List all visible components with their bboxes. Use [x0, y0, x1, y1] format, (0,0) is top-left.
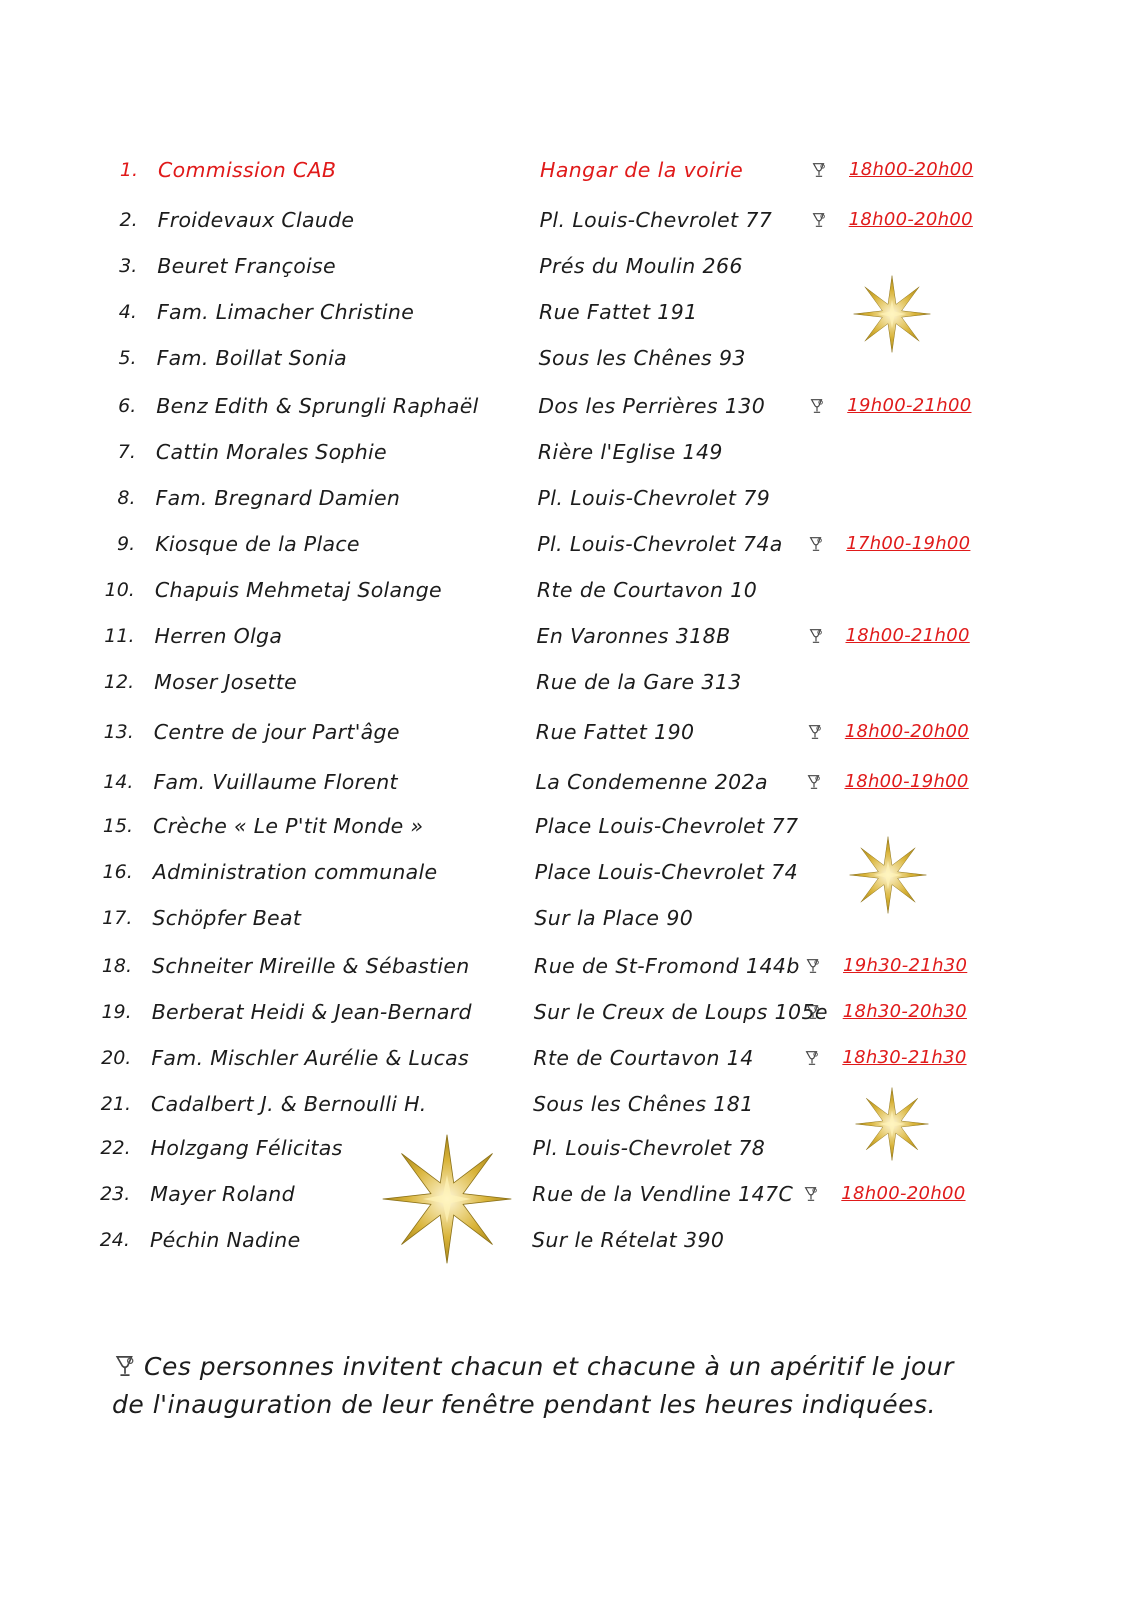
- list-item: [0, 898, 1135, 938]
- entry-number: 24.: [99, 1229, 130, 1251]
- footer-line-1: Ces personnes invitent chacun et chacune à un apéritif le jour: [144, 1352, 954, 1381]
- list-item: [0, 292, 1135, 332]
- list-item: [0, 1174, 1135, 1214]
- entry-number: 14.: [103, 771, 134, 793]
- entry-time: 18h00-20h00: [841, 1183, 966, 1204]
- entry-address: Pl. Louis-Chevrolet 74a: [537, 532, 783, 556]
- entry-address: Rue Fattet 191: [538, 300, 698, 324]
- entry-address: Sur le Rételat 390: [531, 1228, 725, 1252]
- entry-address: Rue de St-Fromond 144b: [534, 954, 800, 978]
- entry-number: 13.: [103, 721, 134, 743]
- entry-number: 16.: [102, 861, 133, 883]
- list-item: [0, 570, 1135, 610]
- entry-number: 20.: [101, 1047, 132, 1069]
- star-icon: [852, 272, 932, 356]
- list-item: [0, 762, 1135, 802]
- glass-icon: [804, 1003, 822, 1021]
- star-icon: [848, 834, 928, 916]
- footer-note: [112, 1348, 1052, 1424]
- entry-number: 5.: [118, 347, 137, 369]
- entry-name: Centre de jour Part'âge: [153, 720, 400, 744]
- list-item: [0, 478, 1135, 518]
- entry-address: Rte de Courtavon 14: [533, 1046, 754, 1070]
- entry-name: Schneiter Mireille & Sébastien: [152, 954, 470, 978]
- entry-number: 6.: [118, 395, 137, 417]
- entry-name: Cadalbert J. & Bernoulli H.: [151, 1092, 427, 1116]
- glass-icon: [806, 723, 824, 741]
- glass-icon: [810, 161, 828, 179]
- list-item: [0, 806, 1135, 846]
- entry-name: Péchin Nadine: [149, 1228, 301, 1252]
- entry-time: 18h30-20h30: [842, 1001, 967, 1022]
- entry-number: 2.: [119, 209, 138, 231]
- entry-name: Holzgang Félicitas: [150, 1136, 343, 1160]
- entry-number: 21.: [100, 1093, 131, 1115]
- entry-address: Rue de la Vendline 147C: [532, 1182, 794, 1206]
- entry-name: Herren Olga: [154, 624, 283, 648]
- list-item: [0, 432, 1135, 472]
- entry-name: Mayer Roland: [150, 1182, 295, 1206]
- list-item: [0, 992, 1135, 1032]
- entry-number: 22.: [100, 1137, 131, 1159]
- entry-time: 18h00-21h00: [845, 625, 970, 646]
- entry-address: Pl. Louis-Chevrolet 77: [539, 208, 773, 232]
- star-icon: [376, 1132, 518, 1266]
- list-item: [0, 386, 1135, 426]
- entry-time: 19h00-21h00: [847, 395, 972, 416]
- entry-name: Moser Josette: [154, 670, 298, 694]
- entry-name: Commission CAB: [158, 158, 337, 182]
- entry-number: 17.: [102, 907, 133, 929]
- entry-name: Administration communale: [152, 860, 438, 884]
- list-item: [0, 1084, 1135, 1124]
- list-item: [0, 338, 1135, 378]
- entry-name: Froidevaux Claude: [157, 208, 355, 232]
- entry-time: 17h00-19h00: [846, 533, 971, 554]
- entry-number: 3.: [119, 255, 138, 277]
- star-icon: [854, 1083, 930, 1165]
- entry-time: 18h00-20h00: [848, 209, 973, 230]
- entry-time: 18h00-20h00: [849, 159, 974, 180]
- entry-number: 23.: [100, 1183, 131, 1205]
- list-item: [0, 1220, 1135, 1260]
- glass-icon: [810, 211, 828, 229]
- entry-name: Beuret Françoise: [157, 254, 336, 278]
- entry-address: Prés du Moulin 266: [539, 254, 743, 278]
- list-item: [0, 524, 1135, 564]
- list-item: [0, 946, 1135, 986]
- entry-number: 1.: [119, 159, 138, 181]
- entry-address: Pl. Louis-Chevrolet 79: [537, 486, 771, 510]
- entry-address: Rue de la Gare 313: [536, 670, 742, 694]
- list-item: [0, 1128, 1135, 1168]
- glass-icon: [112, 1353, 138, 1379]
- entry-number: 10.: [104, 579, 135, 601]
- entry-name: Kiosque de la Place: [155, 532, 360, 556]
- glass-icon: [805, 773, 823, 791]
- entry-time: 19h30-21h30: [843, 955, 968, 976]
- entry-time: 18h00-19h00: [844, 771, 969, 792]
- entry-address: Dos les Perrières 130: [538, 394, 766, 418]
- list-item: [0, 200, 1135, 240]
- list-item: [0, 852, 1135, 892]
- entry-address: Pl. Louis-Chevrolet 78: [532, 1136, 766, 1160]
- list-item: [0, 616, 1135, 656]
- list-item: [0, 1038, 1135, 1078]
- entry-address: La Condemenne 202a: [535, 770, 768, 794]
- entry-name: Chapuis Mehmetaj Solange: [154, 578, 442, 602]
- entry-number: 7.: [117, 441, 136, 463]
- entry-name: Fam. Bregnard Damien: [155, 486, 401, 510]
- entry-address: Rue Fattet 190: [535, 720, 695, 744]
- entry-number: 15.: [102, 815, 134, 837]
- entry-name: Fam. Mischler Aurélie & Lucas: [151, 1046, 469, 1070]
- glass-icon: [804, 957, 822, 975]
- entry-number: 8.: [117, 487, 136, 509]
- entry-name: Benz Edith & Sprungli Raphaël: [156, 394, 479, 418]
- entry-address: Rte de Courtavon 10: [536, 578, 758, 602]
- entry-address: Rière l'Eglise 149: [537, 440, 723, 464]
- entry-address: Sous les Chênes 93: [538, 346, 746, 370]
- entry-address: Place Louis-Chevrolet 77: [535, 814, 799, 838]
- entry-address: En Varonnes 318B: [536, 624, 731, 648]
- glass-icon: [808, 397, 826, 415]
- glass-icon: [807, 535, 825, 553]
- entry-address: Sous les Chênes 181: [533, 1092, 754, 1116]
- entry-name: Schöpfer Beat: [152, 906, 302, 930]
- entry-name: Crèche « Le P'tit Monde »: [153, 814, 424, 838]
- entry-number: 18.: [101, 955, 133, 977]
- footer-line-2: de l'inauguration de leur fenêtre pendant les heures indiquées.: [112, 1390, 936, 1419]
- list-item: [0, 150, 1135, 190]
- entry-number: 12.: [103, 671, 135, 693]
- glass-icon: [802, 1185, 820, 1203]
- entry-address: Sur le Creux de Loups 105e: [533, 1000, 828, 1024]
- entry-name: Fam. Vuillaume Florent: [153, 770, 398, 794]
- glass-icon: [807, 627, 825, 645]
- entry-number: 19.: [101, 1001, 132, 1023]
- glass-icon: [803, 1049, 821, 1067]
- entry-address: Hangar de la voirie: [540, 158, 744, 182]
- entry-number: 4.: [118, 301, 137, 323]
- entry-time: 18h30-21h30: [842, 1047, 967, 1068]
- entry-name: Berberat Heidi & Jean-Bernard: [151, 1000, 472, 1024]
- entry-number: 9.: [117, 533, 136, 555]
- entry-name: Fam. Boillat Sonia: [156, 346, 347, 370]
- list-item: [0, 246, 1135, 286]
- entry-name: Cattin Morales Sophie: [155, 440, 387, 464]
- list-item: [0, 662, 1135, 702]
- entry-address: Sur la Place 90: [534, 906, 694, 930]
- list-item: [0, 712, 1135, 752]
- entry-address: Place Louis-Chevrolet 74: [534, 860, 799, 884]
- entry-name: Fam. Limacher Christine: [156, 300, 415, 324]
- entry-number: 11.: [104, 625, 135, 647]
- entry-time: 18h00-20h00: [844, 721, 970, 742]
